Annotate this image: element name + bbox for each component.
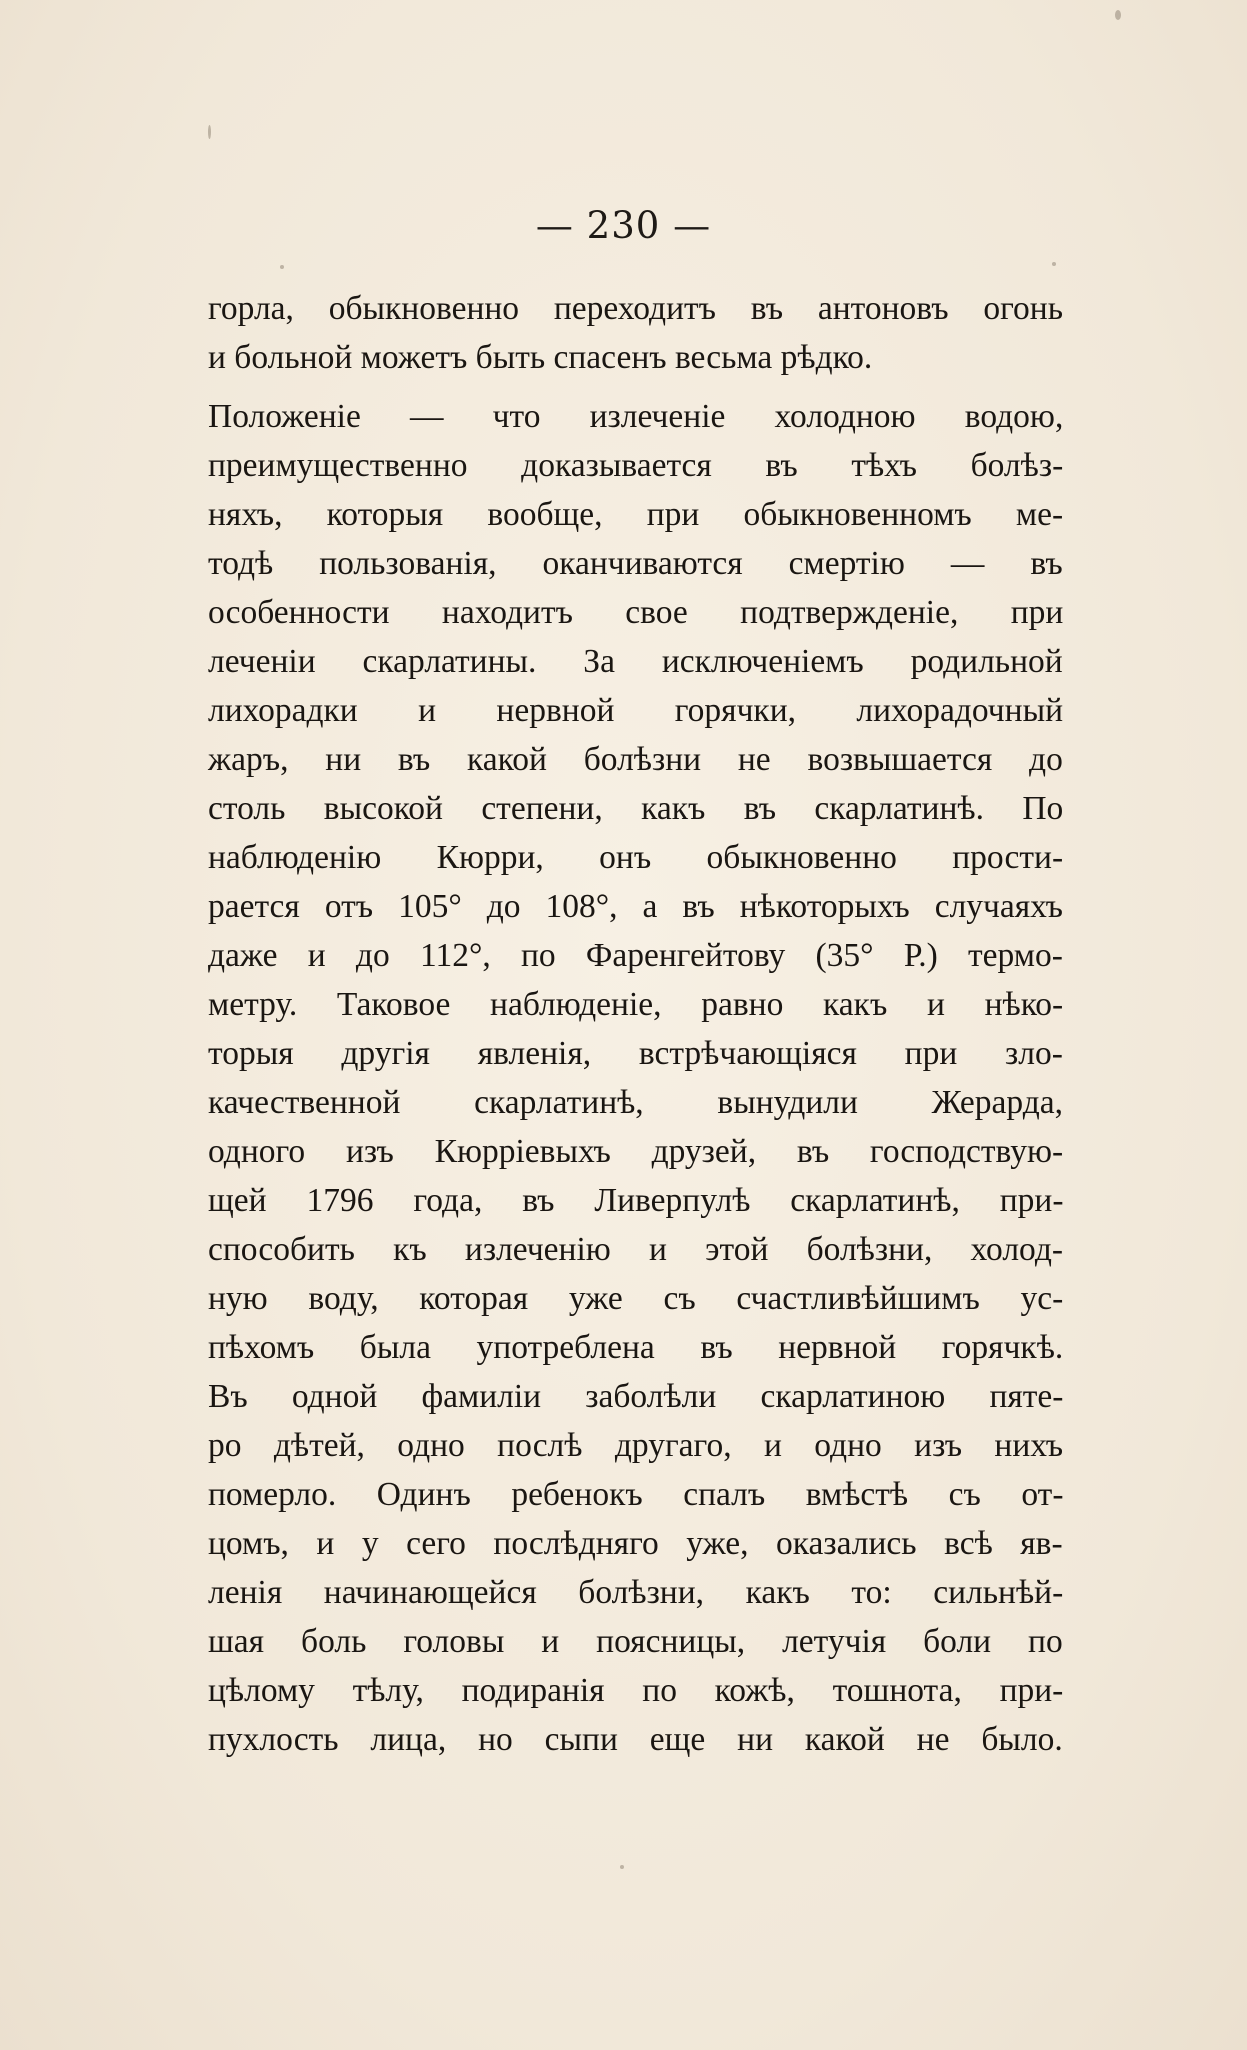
page-number: — 230 — xyxy=(535,204,712,247)
paper-speck xyxy=(280,265,284,269)
paragraph-gap xyxy=(208,382,1063,392)
paragraph-1 xyxy=(208,284,1063,382)
text-line: жаръ, ни въ какой болѣзни не возвышается до xyxy=(208,741,1063,778)
text-line: ную воду, которая уже съ счастливѣйшимъ ус- xyxy=(208,1280,1064,1317)
text-line: ро дѣтей, одно послѣ другаго, и одно изъ нихъ xyxy=(208,1427,1064,1464)
text-line: особенности находитъ свое подтвержденiе, при xyxy=(208,594,1064,631)
text-line: щей 1796 года, въ Ливерпулѣ скарлатинѣ, при- xyxy=(208,1182,1064,1219)
text-line: горла, обыкновенно переходитъ въ антоновъ огонь xyxy=(208,290,1063,327)
text-line: ленiя начинающейся болѣзни, какъ то: сильнѣй- xyxy=(208,1574,1064,1611)
text-line: столь высокой степени, какъ въ скарлатинѣ. По xyxy=(208,790,1064,827)
text-line: тодѣ пользованiя, оканчиваются смертiю — въ xyxy=(208,545,1063,582)
text-line: даже и до 112°, по Фаренгейтову (35° Р.) термо- xyxy=(208,937,1063,974)
text-line: метру. Таковое наблюденiе, равно какъ и нѣко- xyxy=(208,986,1064,1023)
text-line: пухлость лица, но сыпи еще ни какой не было. xyxy=(208,1721,1063,1758)
text-line: наблюденiю Кюрри, онъ обыкновенно прости- xyxy=(208,839,1064,876)
text-line: Въ одной фамилiи заболѣли скарлатиною пяте- xyxy=(208,1378,1064,1415)
text-line: няхъ, которыя вообще, при обыкновенномъ ме- xyxy=(208,496,1064,533)
text-line: и больной можетъ быть спасенъ весьма рѣдко. xyxy=(208,339,873,376)
paragraph-2 xyxy=(208,392,1063,1764)
text-line: торыя другiя явленiя, встрѣчающiяся при зло- xyxy=(208,1035,1063,1072)
text-line: цомъ, и у сего послѣдняго уже, оказались всѣ яв- xyxy=(208,1525,1063,1562)
text-line: леченiи скарлатины. За исключенiемъ родильной xyxy=(208,643,1063,680)
text-line: качественной скарлатинѣ, вынудили Жерарда, xyxy=(208,1084,1064,1121)
text-line: одного изъ Кюррiевыхъ друзей, въ господствую- xyxy=(208,1133,1064,1170)
body-text xyxy=(208,284,1063,1764)
text-line: рается отъ 105° до 108°, а въ нѣкоторыхъ случаяхъ xyxy=(208,888,1063,925)
text-line: лихорадки и нервной горячки, лихорадочный xyxy=(208,692,1064,729)
paper-speck xyxy=(620,1865,624,1869)
text-line: способить къ излеченiю и этой болѣзни, холод- xyxy=(208,1231,1064,1268)
text-line: пѣхомъ была употреблена въ нервной горячкѣ. xyxy=(208,1329,1064,1366)
text-line: Положенiе — что излеченiе холодною водою, xyxy=(208,398,1064,435)
paper-speck xyxy=(208,125,211,139)
text-line: померло. Одинъ ребенокъ спалъ вмѣстѣ съ от- xyxy=(208,1476,1064,1513)
paper-speck xyxy=(1115,10,1121,20)
text-line: шая боль головы и поясницы, летучiя боли по xyxy=(208,1623,1063,1660)
paper-speck xyxy=(1052,262,1056,266)
text-line: цѣлому тѣлу, подиранiя по кожѣ, тошнота, при- xyxy=(208,1672,1064,1709)
text-line: преимущественно доказывается въ тѣхъ болѣз- xyxy=(208,447,1064,484)
